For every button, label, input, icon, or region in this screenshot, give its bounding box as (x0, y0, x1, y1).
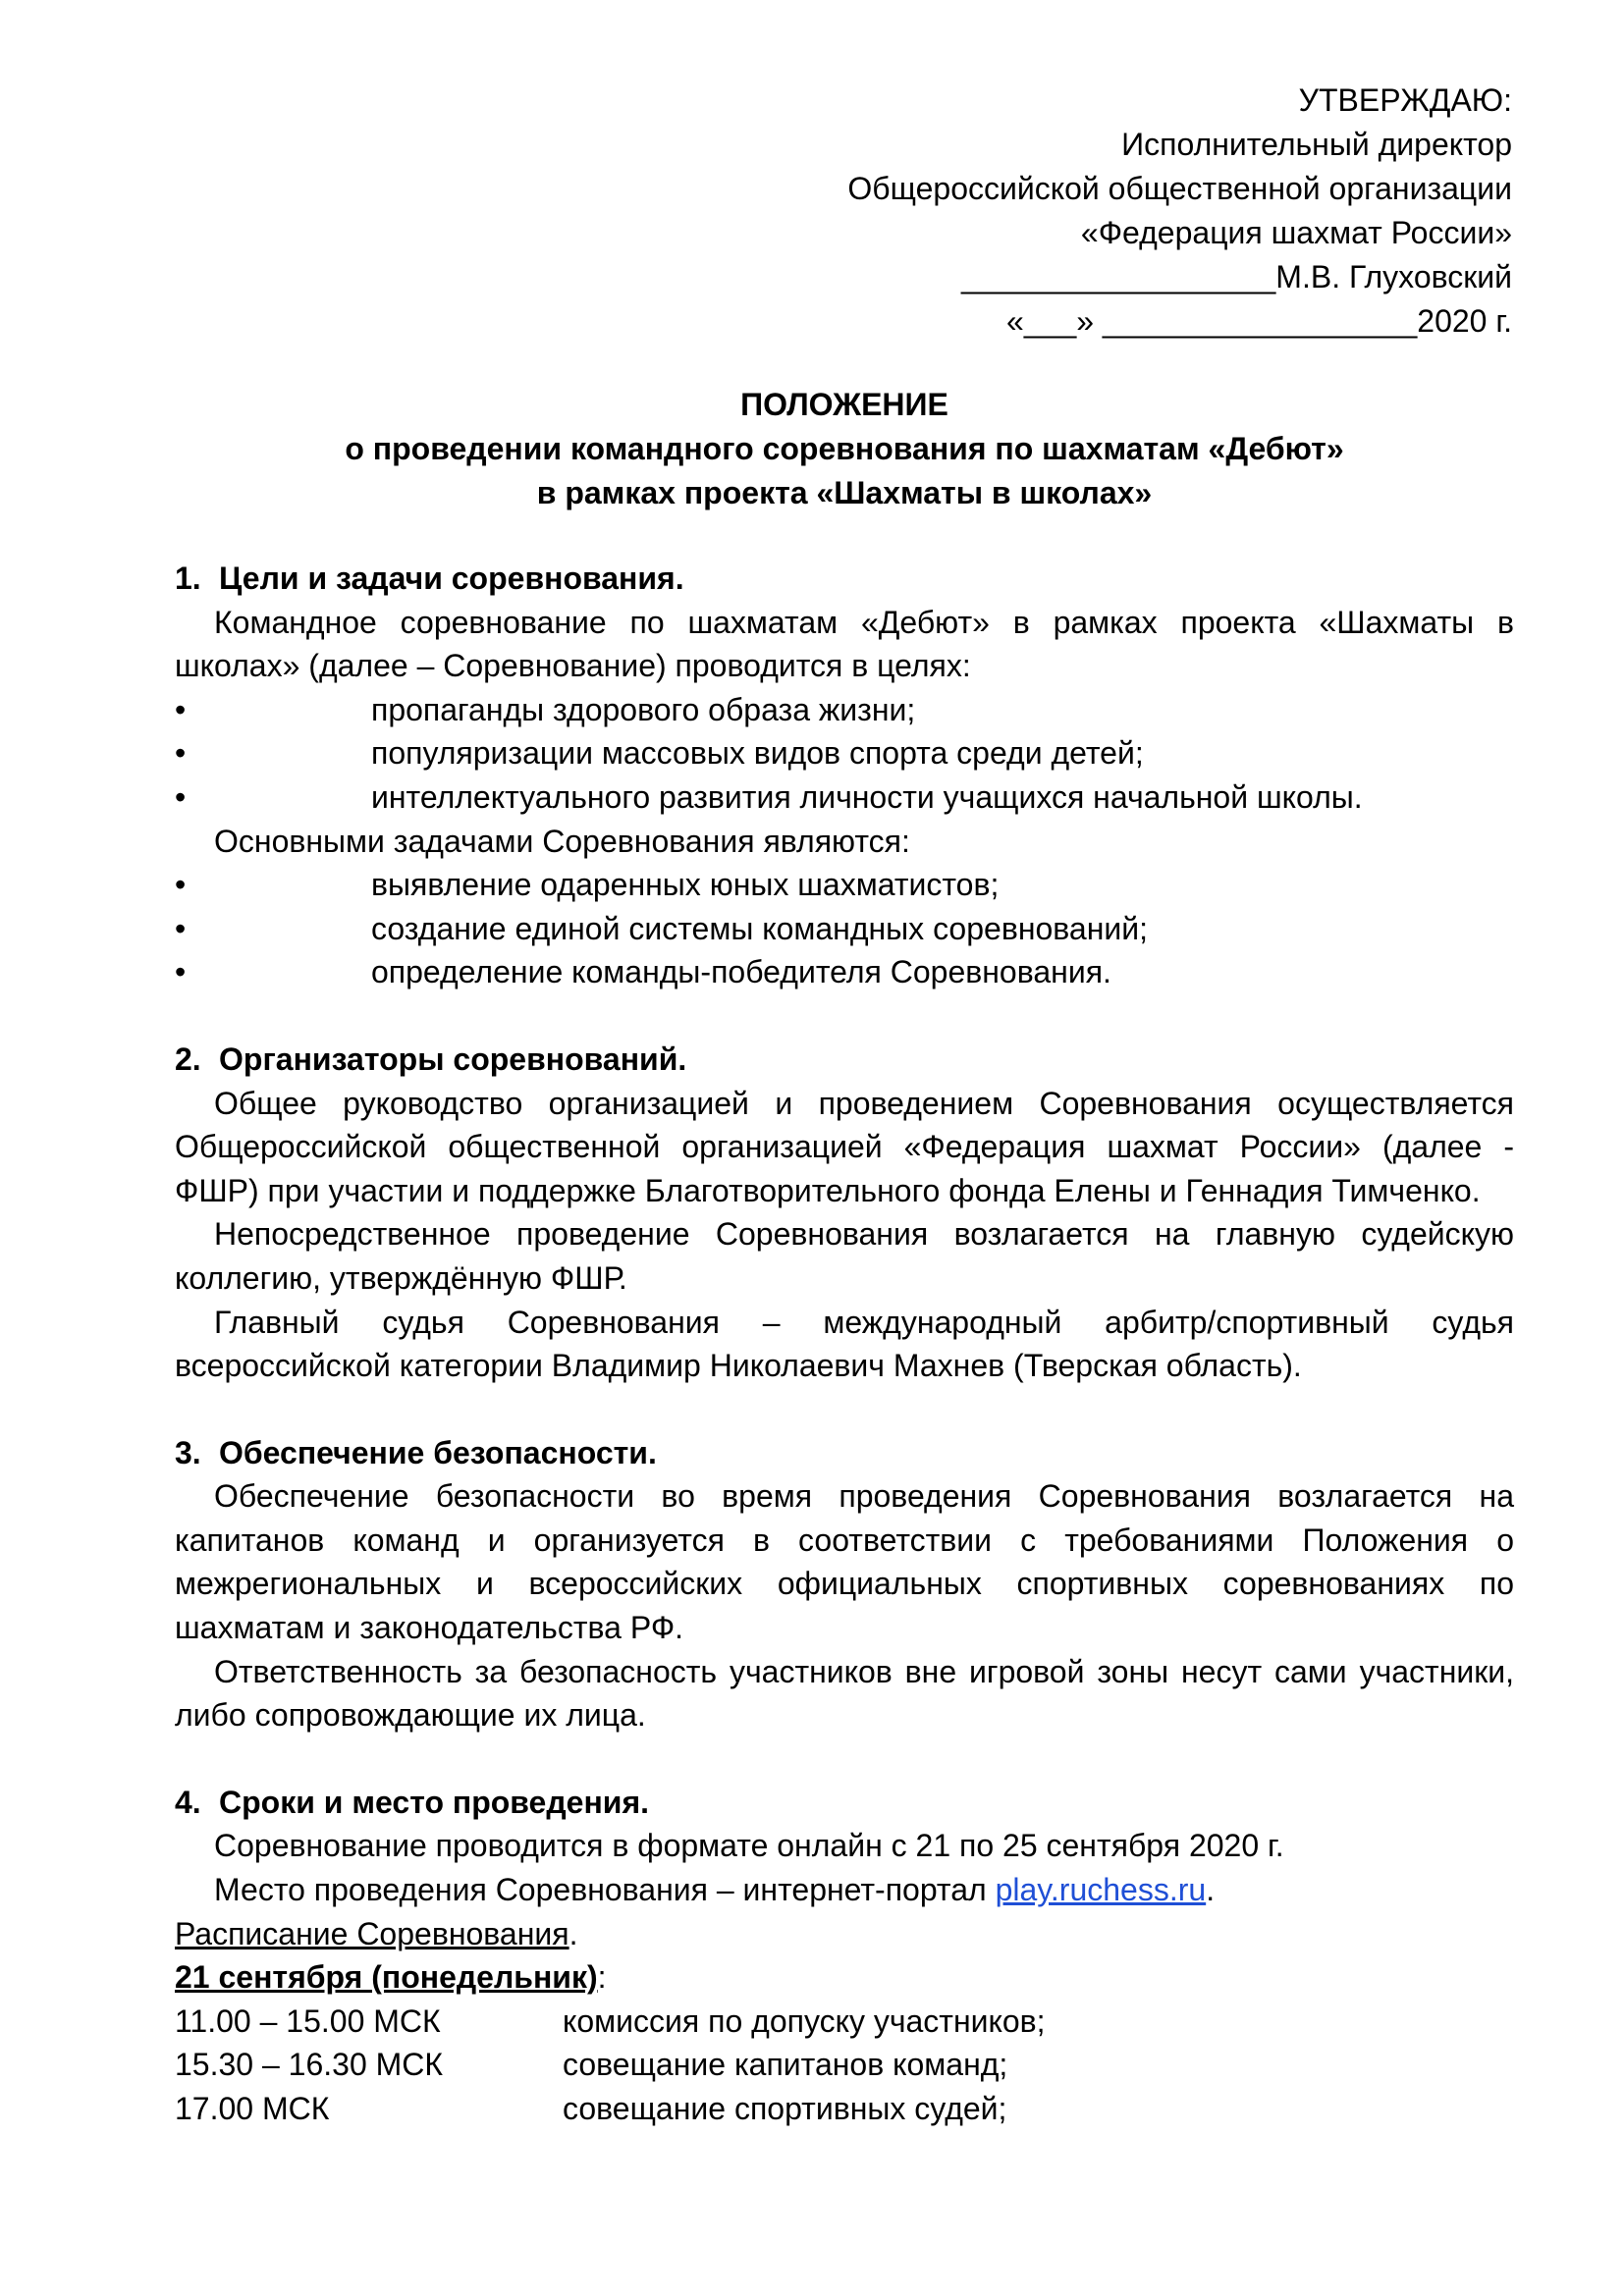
section-spacer (175, 994, 1514, 1038)
schedule-event: совещание капитанов команд; (563, 2047, 1008, 2083)
section-2-paragraph-1: Общее руководство организацией и проведением Соревнования осуществляется Общероссийской общественной организацией «Федерация шахмат России» (далее - ФШР) при участии и поддержке Благотворительного фонда Елены и Геннадия Тимченко. (175, 1085, 1514, 1208)
list-item-text: популяризации массовых видов спорта среди детей; (371, 735, 1144, 772)
list-item (175, 950, 1514, 994)
schedule-row (175, 2087, 1514, 2131)
list-item-text: создание единой системы командных соревнований; (371, 910, 1149, 946)
section-3-paragraph-2: Ответственность за безопасность участников вне игровой зоны несут сами участники, либо сопровождающие их лица. (175, 1653, 1514, 1734)
section-1-heading (175, 557, 1514, 601)
document-title (147, 383, 1542, 515)
approval-block (766, 79, 1512, 344)
venue-text-end: . (1206, 1872, 1216, 1908)
section-1-intro: Командное соревнование по шахматам «Дебют» в рамках проекта «Шахматы в школах» (далее – Соревнование) проводится в целях: (175, 604, 1514, 684)
bullet-icon: • (175, 691, 187, 727)
list-item (175, 731, 1514, 775)
title-line-3: в рамках проекта «Шахматы в школах» (536, 475, 1153, 510)
schedule-label-line (175, 1912, 1514, 1956)
bullet-icon: • (175, 735, 187, 772)
venue-link[interactable]: play.ruchess.ru (995, 1872, 1207, 1908)
section-number: 1. (175, 561, 201, 596)
section-title: Организаторы соревнований. (219, 1041, 687, 1077)
section-title: Обеспечение безопасности. (219, 1434, 657, 1470)
schedule-day-label: 21 сентября (понедельник) (175, 1959, 598, 1996)
schedule-day-end: : (597, 1959, 607, 1996)
section-2-paragraph-2: Непосредственное проведение Соревнования возлагается на главную судейскую коллегию, утверждённую ФШР. (175, 1216, 1514, 1296)
section-4-heading (175, 1781, 1514, 1825)
bullet-icon: • (175, 954, 187, 990)
section-number: 4. (175, 1784, 201, 1820)
section-2-heading (175, 1038, 1514, 1082)
section-number: 3. (175, 1434, 201, 1470)
section-title: Цели и задачи соревнования. (219, 561, 684, 596)
list-item-text: выявление одаренных юных шахматистов; (371, 867, 1000, 903)
schedule-day-line (175, 1955, 1514, 2000)
schedule-time: 17.00 МСК (175, 2091, 330, 2126)
list-item-text: интеллектуального развития личности учащихся начальной школы. (371, 778, 1363, 815)
title-line-1: ПОЛОЖЕНИЕ (740, 387, 948, 422)
list-item-text: определение команды-победителя Соревнования. (371, 954, 1111, 990)
list-item (175, 775, 1514, 820)
section-4-paragraph-1: Соревнование проводится в формате онлайн с 21 по 25 сентября 2020 г. (214, 1828, 1284, 1864)
bullet-icon: • (175, 867, 187, 903)
section-title: Сроки и место проведения. (219, 1784, 650, 1820)
schedule-row (175, 2043, 1514, 2087)
list-item (175, 688, 1514, 732)
approval-position: Исполнительный директор (1121, 127, 1512, 162)
list-item-text: пропаганды здорового образа жизни; (371, 691, 916, 727)
section-spacer (175, 1388, 1514, 1431)
schedule-label: Расписание Соревнования (175, 1915, 569, 1951)
approval-heading: УТВЕРЖДАЮ: (1298, 82, 1512, 118)
schedule-event: совещание спортивных судей; (563, 2091, 1007, 2126)
approval-organization: Общероссийской общественной организации (847, 171, 1512, 206)
section-3-paragraph-1: Обеспечение безопасности во время проведения Соревнования возлагается на капитанов команд и организуется в соответствии с требованиями Положения о межрегиональных и всероссийских официальных спортивных соревнованиях по шахматам и законодательства РФ. (175, 1478, 1514, 1646)
schedule-event: комиссия по допуску участников; (563, 2002, 1046, 2039)
list-item (175, 863, 1514, 907)
title-line-2: о проведении командного соревнования по шахматам «Дебют» (345, 431, 1344, 466)
schedule-row (175, 2000, 1514, 2044)
document-body (175, 557, 1514, 2131)
schedule-time: 11.00 – 15.00 МСК (175, 2002, 441, 2039)
approval-federation: «Федерация шахмат России» (1080, 215, 1512, 250)
section-4-paragraph-2 (175, 1868, 1514, 1912)
section-spacer (175, 1737, 1514, 1781)
section-number: 2. (175, 1041, 201, 1077)
bullet-icon: • (175, 778, 187, 815)
bullet-icon: • (175, 910, 187, 946)
approval-date-line: «___» __________________2020 г. (1006, 303, 1512, 339)
section-1-tasks-intro: Основными задачами Соревнования являются: (214, 823, 910, 859)
approval-signature-line: __________________М.В. Глуховский (960, 259, 1512, 294)
list-item (175, 907, 1514, 951)
schedule-label-end: . (568, 1915, 578, 1951)
section-3-heading (175, 1431, 1514, 1475)
venue-text: Место проведения Соревнования – интернет-портал (214, 1872, 996, 1908)
schedule-time: 15.30 – 16.30 МСК (175, 2047, 444, 2083)
section-2-paragraph-3: Главный судья Соревнования – международный арбитр/спортивный судья всероссийской категории Владимир Николаевич Махнев (Тверская область). (175, 1304, 1514, 1384)
